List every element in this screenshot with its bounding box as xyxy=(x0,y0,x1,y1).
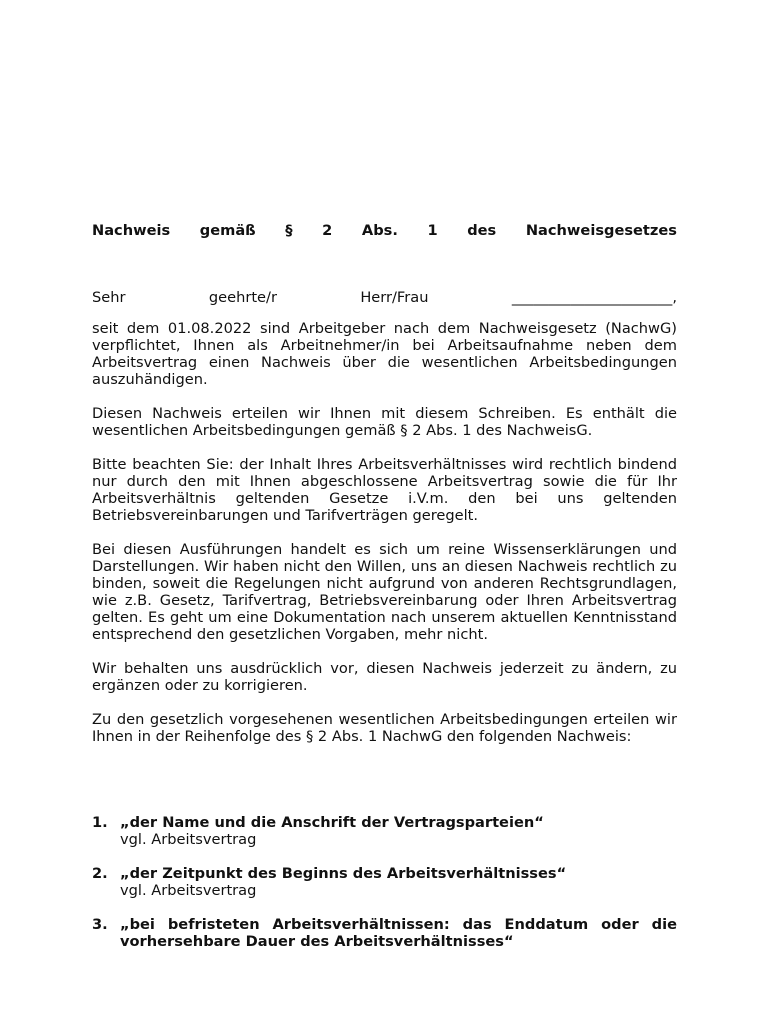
list-item xyxy=(92,916,677,950)
list-item-number: 3. xyxy=(92,916,108,933)
list-item-heading: „der Zeitpunkt des Beginns des Arbeitsverhältnisses“ xyxy=(120,865,567,882)
list-item-number: 1. xyxy=(92,814,108,831)
paragraph-purpose: Diesen Nachweis erteilen wir Ihnen mit diesem Schreiben. Es enthält die wesentlichen Arbeitsbedingungen gemäß § 2 Abs. 1 des NachweisG. xyxy=(92,405,677,439)
list-item-heading: „der Name und die Anschrift der Vertragsparteien“ xyxy=(120,814,544,831)
salutation-line: Sehr geehrte/r Herr/Frau ______________________, xyxy=(92,289,677,306)
paragraph-reservation: Wir behalten uns ausdrücklich vor, diesen Nachweis jederzeit zu ändern, zu ergänzen oder zu korrigieren. xyxy=(92,660,677,694)
paragraph-intro: seit dem 01.08.2022 sind Arbeitgeber nach dem Nachweisgesetz (NachwG) verpflichtet, Ihnen als Arbeitnehmer/in bei Arbeitsaufnahme neben dem Arbeitsvertrag einen Nachweis über die wesentlichen Arbeitsbedingungen auszuhändigen. xyxy=(92,320,677,388)
paragraph-notice: Bitte beachten Sie: der Inhalt Ihres Arbeitsverhältnisses wird rechtlich bindend nur durch den mit Ihnen abgeschlossene Arbeitsvertrag sowie die für Ihr Arbeitsverhältnis geltenden Gesetze i.V.m. den bei uns geltenden Betriebsvereinbarungen und Tarifverträgen geregelt. xyxy=(92,456,677,524)
list-item-reference: vgl. Arbeitsvertrag xyxy=(120,882,257,899)
paragraph-list-intro: Zu den gesetzlich vorgesehenen wesentlichen Arbeitsbedingungen erteilen wir Ihnen in der Reihenfolge des § 2 Abs. 1 NachwG den folgenden Nachweis: xyxy=(92,711,677,745)
list-item xyxy=(92,814,677,848)
list-item-reference: vgl. Arbeitsvertrag xyxy=(120,831,257,848)
paragraph-disclaimer: Bei diesen Ausführungen handelt es sich um reine Wissenserklärungen und Darstellungen. Wir haben nicht den Willen, uns an diesen Nachweis rechtlich zu binden, soweit die Regelungen nicht aufgrund von anderen Rechtsgrundlagen, wie z.B. Gesetz, Tarifvertrag, Betriebsvereinbarung oder Ihren Arbeitsvertrag gelten. Es geht um eine Dokumentation nach unserem aktuellen Kenntnisstand entsprechend den gesetzlichen Vorgaben, mehr nicht. xyxy=(92,541,677,643)
list-item xyxy=(92,865,677,899)
document-title: Nachweis gemäß § 2 Abs. 1 des Nachweisgesetzes xyxy=(92,222,677,239)
list-item-number: 2. xyxy=(92,865,108,882)
list-item-heading: „bei befristeten Arbeitsverhältnissen: das Enddatum oder die vorhersehbare Dauer des Arbeitsverhältnisses“ xyxy=(120,916,677,950)
body-text xyxy=(92,320,677,762)
conditions-list xyxy=(92,814,677,967)
